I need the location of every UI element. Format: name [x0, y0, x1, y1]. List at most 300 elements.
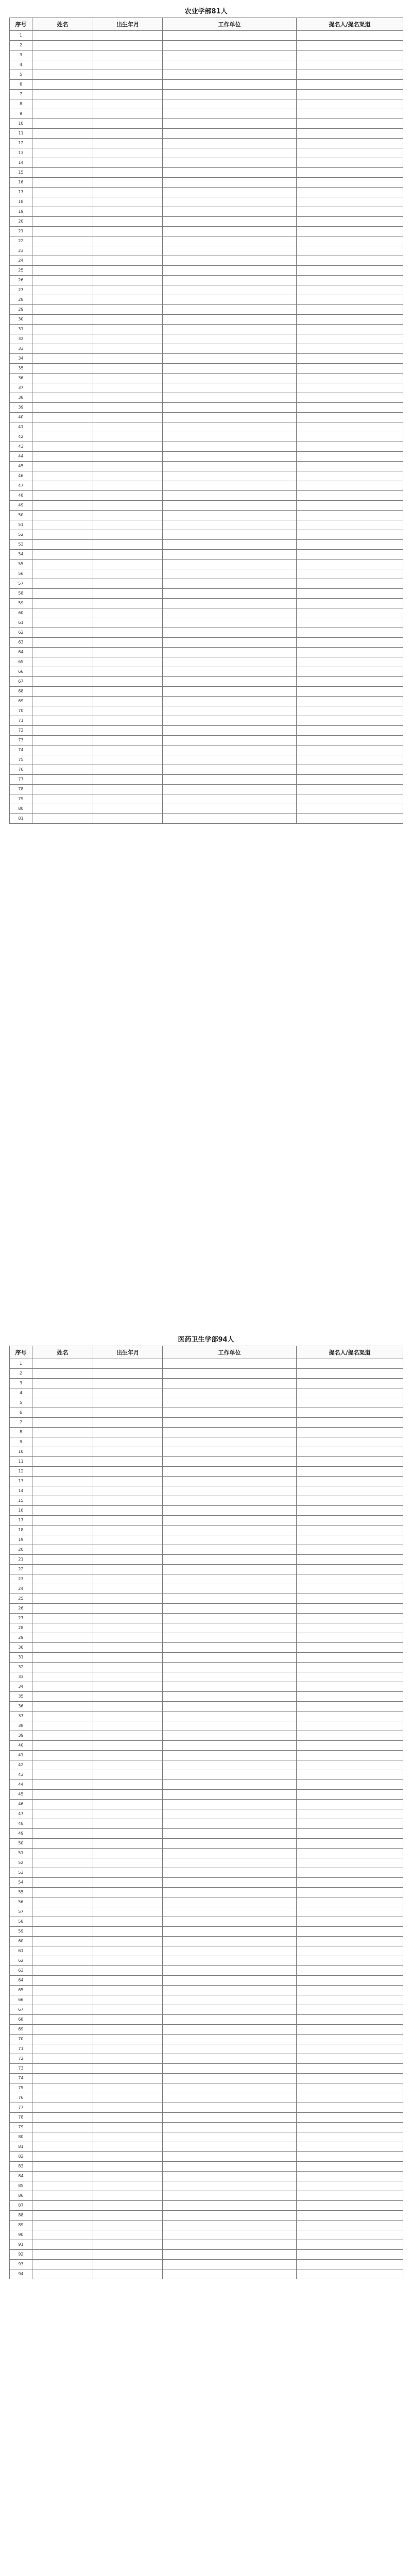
cell-name — [32, 2123, 93, 2132]
cell-name — [32, 285, 93, 295]
cell-nominator — [297, 1868, 403, 1878]
cell-name — [32, 1839, 93, 1849]
cell-name — [32, 2015, 93, 2025]
table-row — [10, 1565, 403, 1574]
table-row — [10, 315, 403, 325]
table-row — [10, 2211, 403, 2221]
table-row — [10, 285, 403, 295]
cell-birth — [93, 2191, 163, 2201]
table-body — [10, 1359, 403, 2279]
cell-nominator — [297, 413, 403, 422]
cell-employer — [163, 462, 297, 471]
cell-nominator — [297, 295, 403, 305]
cell-nominator — [297, 2064, 403, 2074]
cell-birth — [93, 755, 163, 765]
table-row — [10, 491, 403, 501]
cell-employer — [163, 726, 297, 736]
cell-employer — [163, 1379, 297, 1388]
cell-index: 86 — [10, 2191, 32, 2201]
cell-name — [32, 1702, 93, 1711]
cell-nominator — [297, 2240, 403, 2250]
table-row — [10, 1809, 403, 1819]
cell-nominator — [297, 90, 403, 99]
cell-nominator — [297, 677, 403, 687]
cell-nominator — [297, 217, 403, 227]
cell-nominator — [297, 2230, 403, 2240]
cell-name — [32, 1535, 93, 1545]
cell-name — [32, 109, 93, 119]
cell-name — [32, 511, 93, 520]
cell-employer — [163, 1809, 297, 1819]
cell-employer — [163, 148, 297, 158]
table-row — [10, 1770, 403, 1780]
cell-nominator — [297, 236, 403, 246]
cell-nominator — [297, 2211, 403, 2221]
cell-employer — [163, 1682, 297, 1692]
cell-name — [32, 1907, 93, 1917]
table-row — [10, 657, 403, 667]
cell-index: 82 — [10, 2152, 32, 2162]
cell-nominator — [297, 344, 403, 354]
cell-employer — [163, 1995, 297, 2005]
cell-index: 36 — [10, 1702, 32, 1711]
cell-employer — [163, 1388, 297, 1398]
cell-employer — [163, 1369, 297, 1379]
cell-birth — [93, 1428, 163, 1437]
cell-birth — [93, 697, 163, 706]
table-row — [10, 1584, 403, 1594]
cell-birth — [93, 80, 163, 90]
cell-employer — [163, 1663, 297, 1672]
table-row — [10, 765, 403, 775]
cell-nominator — [297, 1584, 403, 1594]
cell-birth — [93, 383, 163, 393]
cell-nominator — [297, 1369, 403, 1379]
cell-name — [32, 1986, 93, 1995]
cell-birth — [93, 2113, 163, 2123]
cell-nominator — [297, 1388, 403, 1398]
cell-name — [32, 1467, 93, 1477]
cell-index: 19 — [10, 207, 32, 217]
cell-employer — [163, 1359, 297, 1369]
cell-employer — [163, 2260, 297, 2269]
cell-name — [32, 1741, 93, 1751]
cell-employer — [163, 785, 297, 794]
header-name: 姓名 — [32, 18, 93, 31]
cell-nominator — [297, 1731, 403, 1741]
cell-birth — [93, 129, 163, 139]
cell-name — [32, 1790, 93, 1800]
cell-employer — [163, 1770, 297, 1780]
table-row — [10, 109, 403, 119]
cell-index: 54 — [10, 550, 32, 560]
cell-index: 57 — [10, 1907, 32, 1917]
cell-name — [32, 295, 93, 305]
cell-employer — [163, 246, 297, 256]
cell-name — [32, 2240, 93, 2250]
cell-name — [32, 1927, 93, 1937]
cell-name — [32, 1946, 93, 1956]
table-row — [10, 1477, 403, 1486]
cell-nominator — [297, 139, 403, 148]
table-row — [10, 50, 403, 60]
cell-index: 11 — [10, 1457, 32, 1467]
cell-employer — [163, 2103, 297, 2113]
cell-employer — [163, 814, 297, 824]
table-row — [10, 70, 403, 80]
cell-name — [32, 1408, 93, 1418]
cell-index: 8 — [10, 99, 32, 109]
cell-index: 67 — [10, 677, 32, 687]
cell-index: 3 — [10, 50, 32, 60]
table-row — [10, 246, 403, 256]
table-row — [10, 687, 403, 697]
cell-index: 14 — [10, 158, 32, 168]
cell-nominator — [297, 1623, 403, 1633]
cell-employer — [163, 452, 297, 462]
cell-index: 32 — [10, 334, 32, 344]
cell-employer — [163, 276, 297, 285]
table-row — [10, 501, 403, 511]
cell-name — [32, 383, 93, 393]
cell-birth — [93, 374, 163, 383]
cell-birth — [93, 638, 163, 648]
cell-index: 9 — [10, 1437, 32, 1447]
cell-nominator — [297, 706, 403, 716]
cell-birth — [93, 1741, 163, 1751]
cell-index: 42 — [10, 1760, 32, 1770]
cell-employer — [163, 1731, 297, 1741]
cell-index: 63 — [10, 638, 32, 648]
cell-nominator — [297, 657, 403, 667]
cell-employer — [163, 1800, 297, 1809]
cell-name — [32, 481, 93, 491]
table-row — [10, 726, 403, 736]
cell-employer — [163, 2093, 297, 2103]
cell-index: 17 — [10, 188, 32, 197]
cell-birth — [93, 550, 163, 560]
cell-employer — [163, 1428, 297, 1437]
cell-index: 7 — [10, 90, 32, 99]
cell-name — [32, 706, 93, 716]
cell-index: 59 — [10, 599, 32, 608]
cell-employer — [163, 1927, 297, 1937]
cell-employer — [163, 560, 297, 569]
table-row — [10, 31, 403, 41]
header-nominator: 提名人/提名渠道 — [297, 1346, 403, 1359]
cell-employer — [163, 442, 297, 452]
cell-employer — [163, 579, 297, 589]
table-row — [10, 520, 403, 530]
cell-nominator — [297, 2035, 403, 2044]
cell-birth — [93, 2269, 163, 2279]
cell-name — [32, 1447, 93, 1457]
cell-index: 20 — [10, 1545, 32, 1555]
cell-name — [32, 1428, 93, 1437]
cell-nominator — [297, 1604, 403, 1614]
cell-birth — [93, 1526, 163, 1535]
cell-nominator — [297, 334, 403, 344]
table-row — [10, 1702, 403, 1711]
cell-birth — [93, 1359, 163, 1369]
cell-nominator — [297, 207, 403, 217]
table-row — [10, 1986, 403, 1995]
cell-nominator — [297, 1927, 403, 1937]
cell-birth — [93, 745, 163, 755]
table-row — [10, 511, 403, 520]
cell-employer — [163, 1839, 297, 1849]
cell-employer — [163, 2064, 297, 2074]
cell-nominator — [297, 560, 403, 569]
cell-birth — [93, 2230, 163, 2240]
cell-nominator — [297, 1995, 403, 2005]
table-row — [10, 1428, 403, 1437]
table-row — [10, 364, 403, 374]
cell-employer — [163, 2181, 297, 2191]
cell-employer — [163, 1790, 297, 1800]
cell-name — [32, 755, 93, 765]
cell-nominator — [297, 1976, 403, 1986]
cell-employer — [163, 1506, 297, 1516]
table-row — [10, 374, 403, 383]
cell-nominator — [297, 1888, 403, 1897]
cell-nominator — [297, 628, 403, 638]
table-row — [10, 1437, 403, 1447]
cell-name — [32, 442, 93, 452]
cell-birth — [93, 1937, 163, 1946]
cell-index: 80 — [10, 804, 32, 814]
table-row — [10, 2093, 403, 2103]
cell-index: 13 — [10, 148, 32, 158]
cell-nominator — [297, 178, 403, 188]
cell-birth — [93, 2172, 163, 2181]
cell-name — [32, 2201, 93, 2211]
cell-index: 39 — [10, 403, 32, 413]
table-row — [10, 755, 403, 765]
cell-index: 33 — [10, 344, 32, 354]
cell-index: 62 — [10, 1956, 32, 1966]
cell-nominator — [297, 109, 403, 119]
cell-birth — [93, 2093, 163, 2103]
cell-name — [32, 491, 93, 501]
cell-nominator — [297, 589, 403, 599]
cell-index: 67 — [10, 2005, 32, 2015]
table-row — [10, 1633, 403, 1643]
table-row — [10, 736, 403, 745]
cell-nominator — [297, 1643, 403, 1653]
table-row — [10, 266, 403, 276]
cell-name — [32, 589, 93, 599]
table-row — [10, 2269, 403, 2279]
cell-index: 76 — [10, 2093, 32, 2103]
candidate-table — [9, 1346, 403, 2279]
table-row — [10, 1653, 403, 1663]
table-row — [10, 2064, 403, 2074]
cell-employer — [163, 1711, 297, 1721]
cell-employer — [163, 1858, 297, 1868]
cell-birth — [93, 403, 163, 413]
cell-index: 37 — [10, 383, 32, 393]
cell-name — [32, 1496, 93, 1506]
cell-birth — [93, 1643, 163, 1653]
cell-nominator — [297, 1447, 403, 1457]
cell-employer — [163, 354, 297, 364]
cell-birth — [93, 2103, 163, 2113]
cell-index: 18 — [10, 197, 32, 207]
cell-nominator — [297, 1535, 403, 1545]
cell-employer — [163, 2005, 297, 2015]
cell-index: 79 — [10, 794, 32, 804]
cell-name — [32, 70, 93, 80]
cell-birth — [93, 236, 163, 246]
cell-employer — [163, 217, 297, 227]
cell-nominator — [297, 1574, 403, 1584]
cell-birth — [93, 1653, 163, 1663]
table-row — [10, 1780, 403, 1790]
cell-nominator — [297, 481, 403, 491]
cell-name — [32, 804, 93, 814]
cell-index: 24 — [10, 256, 32, 266]
cell-employer — [163, 2152, 297, 2162]
table-row — [10, 393, 403, 403]
cell-birth — [93, 1751, 163, 1760]
cell-employer — [163, 1917, 297, 1927]
table-row — [10, 344, 403, 354]
cell-index: 28 — [10, 295, 32, 305]
table-row — [10, 1604, 403, 1614]
cell-index: 36 — [10, 374, 32, 383]
cell-name — [32, 1868, 93, 1878]
table-row — [10, 413, 403, 422]
cell-nominator — [297, 168, 403, 178]
cell-name — [32, 550, 93, 560]
cell-name — [32, 197, 93, 207]
table-row — [10, 1751, 403, 1760]
cell-nominator — [297, 1770, 403, 1780]
cell-index: 23 — [10, 1574, 32, 1584]
cell-name — [32, 501, 93, 511]
cell-name — [32, 1418, 93, 1428]
cell-name — [32, 1437, 93, 1447]
cell-name — [32, 41, 93, 50]
cell-nominator — [297, 2201, 403, 2211]
cell-name — [32, 393, 93, 403]
cell-employer — [163, 1888, 297, 1897]
cell-nominator — [297, 697, 403, 706]
cell-index: 50 — [10, 1839, 32, 1849]
cell-name — [32, 540, 93, 550]
table-row — [10, 99, 403, 109]
cell-nominator — [297, 462, 403, 471]
cell-index: 81 — [10, 814, 32, 824]
cell-name — [32, 775, 93, 785]
cell-index: 46 — [10, 471, 32, 481]
candidate-table — [9, 18, 403, 824]
cell-birth — [93, 2250, 163, 2260]
cell-name — [32, 2269, 93, 2279]
cell-index: 58 — [10, 589, 32, 599]
cell-index: 16 — [10, 178, 32, 188]
cell-employer — [163, 511, 297, 520]
cell-employer — [163, 2211, 297, 2221]
cell-employer — [163, 618, 297, 628]
table-row — [10, 618, 403, 628]
cell-birth — [93, 1388, 163, 1398]
cell-name — [32, 1643, 93, 1653]
cell-birth — [93, 1927, 163, 1937]
cell-employer — [163, 344, 297, 354]
cell-name — [32, 1369, 93, 1379]
cell-nominator — [297, 1594, 403, 1604]
cell-index: 83 — [10, 2162, 32, 2172]
cell-index: 15 — [10, 168, 32, 178]
cell-birth — [93, 1809, 163, 1819]
cell-employer — [163, 178, 297, 188]
cell-name — [32, 236, 93, 246]
cell-employer — [163, 1614, 297, 1623]
cell-index: 23 — [10, 246, 32, 256]
cell-employer — [163, 1946, 297, 1956]
cell-nominator — [297, 804, 403, 814]
cell-employer — [163, 2054, 297, 2064]
cell-birth — [93, 2162, 163, 2172]
cell-index: 60 — [10, 608, 32, 618]
cell-employer — [163, 403, 297, 413]
table-row — [10, 1496, 403, 1506]
cell-index: 56 — [10, 1897, 32, 1907]
cell-birth — [93, 1966, 163, 1976]
cell-birth — [93, 589, 163, 599]
cell-birth — [93, 2211, 163, 2221]
cell-index: 53 — [10, 540, 32, 550]
table-row — [10, 2113, 403, 2123]
table-row — [10, 334, 403, 344]
cell-nominator — [297, 745, 403, 755]
cell-nominator — [297, 1672, 403, 1682]
cell-name — [32, 2054, 93, 2064]
cell-birth — [93, 2064, 163, 2074]
cell-birth — [93, 256, 163, 266]
cell-employer — [163, 765, 297, 775]
cell-name — [32, 628, 93, 638]
cell-birth — [93, 1897, 163, 1907]
cell-name — [32, 1574, 93, 1584]
cell-birth — [93, 1721, 163, 1731]
cell-index: 73 — [10, 2064, 32, 2074]
cell-employer — [163, 266, 297, 276]
cell-index: 21 — [10, 227, 32, 236]
cell-name — [32, 726, 93, 736]
table-row — [10, 227, 403, 236]
cell-index: 38 — [10, 1721, 32, 1731]
cell-birth — [93, 1711, 163, 1721]
cell-birth — [93, 227, 163, 236]
cell-nominator — [297, 530, 403, 540]
cell-nominator — [297, 1702, 403, 1711]
cell-index: 58 — [10, 1917, 32, 1927]
cell-name — [32, 1751, 93, 1760]
cell-nominator — [297, 1467, 403, 1477]
cell-name — [32, 471, 93, 481]
cell-nominator — [297, 2250, 403, 2260]
cell-index: 26 — [10, 276, 32, 285]
cell-name — [32, 422, 93, 432]
cell-index: 73 — [10, 736, 32, 745]
cell-nominator — [297, 158, 403, 168]
table-row — [10, 745, 403, 755]
section-title: 医药卫生学部94人 — [178, 1336, 234, 1344]
cell-birth — [93, 540, 163, 550]
